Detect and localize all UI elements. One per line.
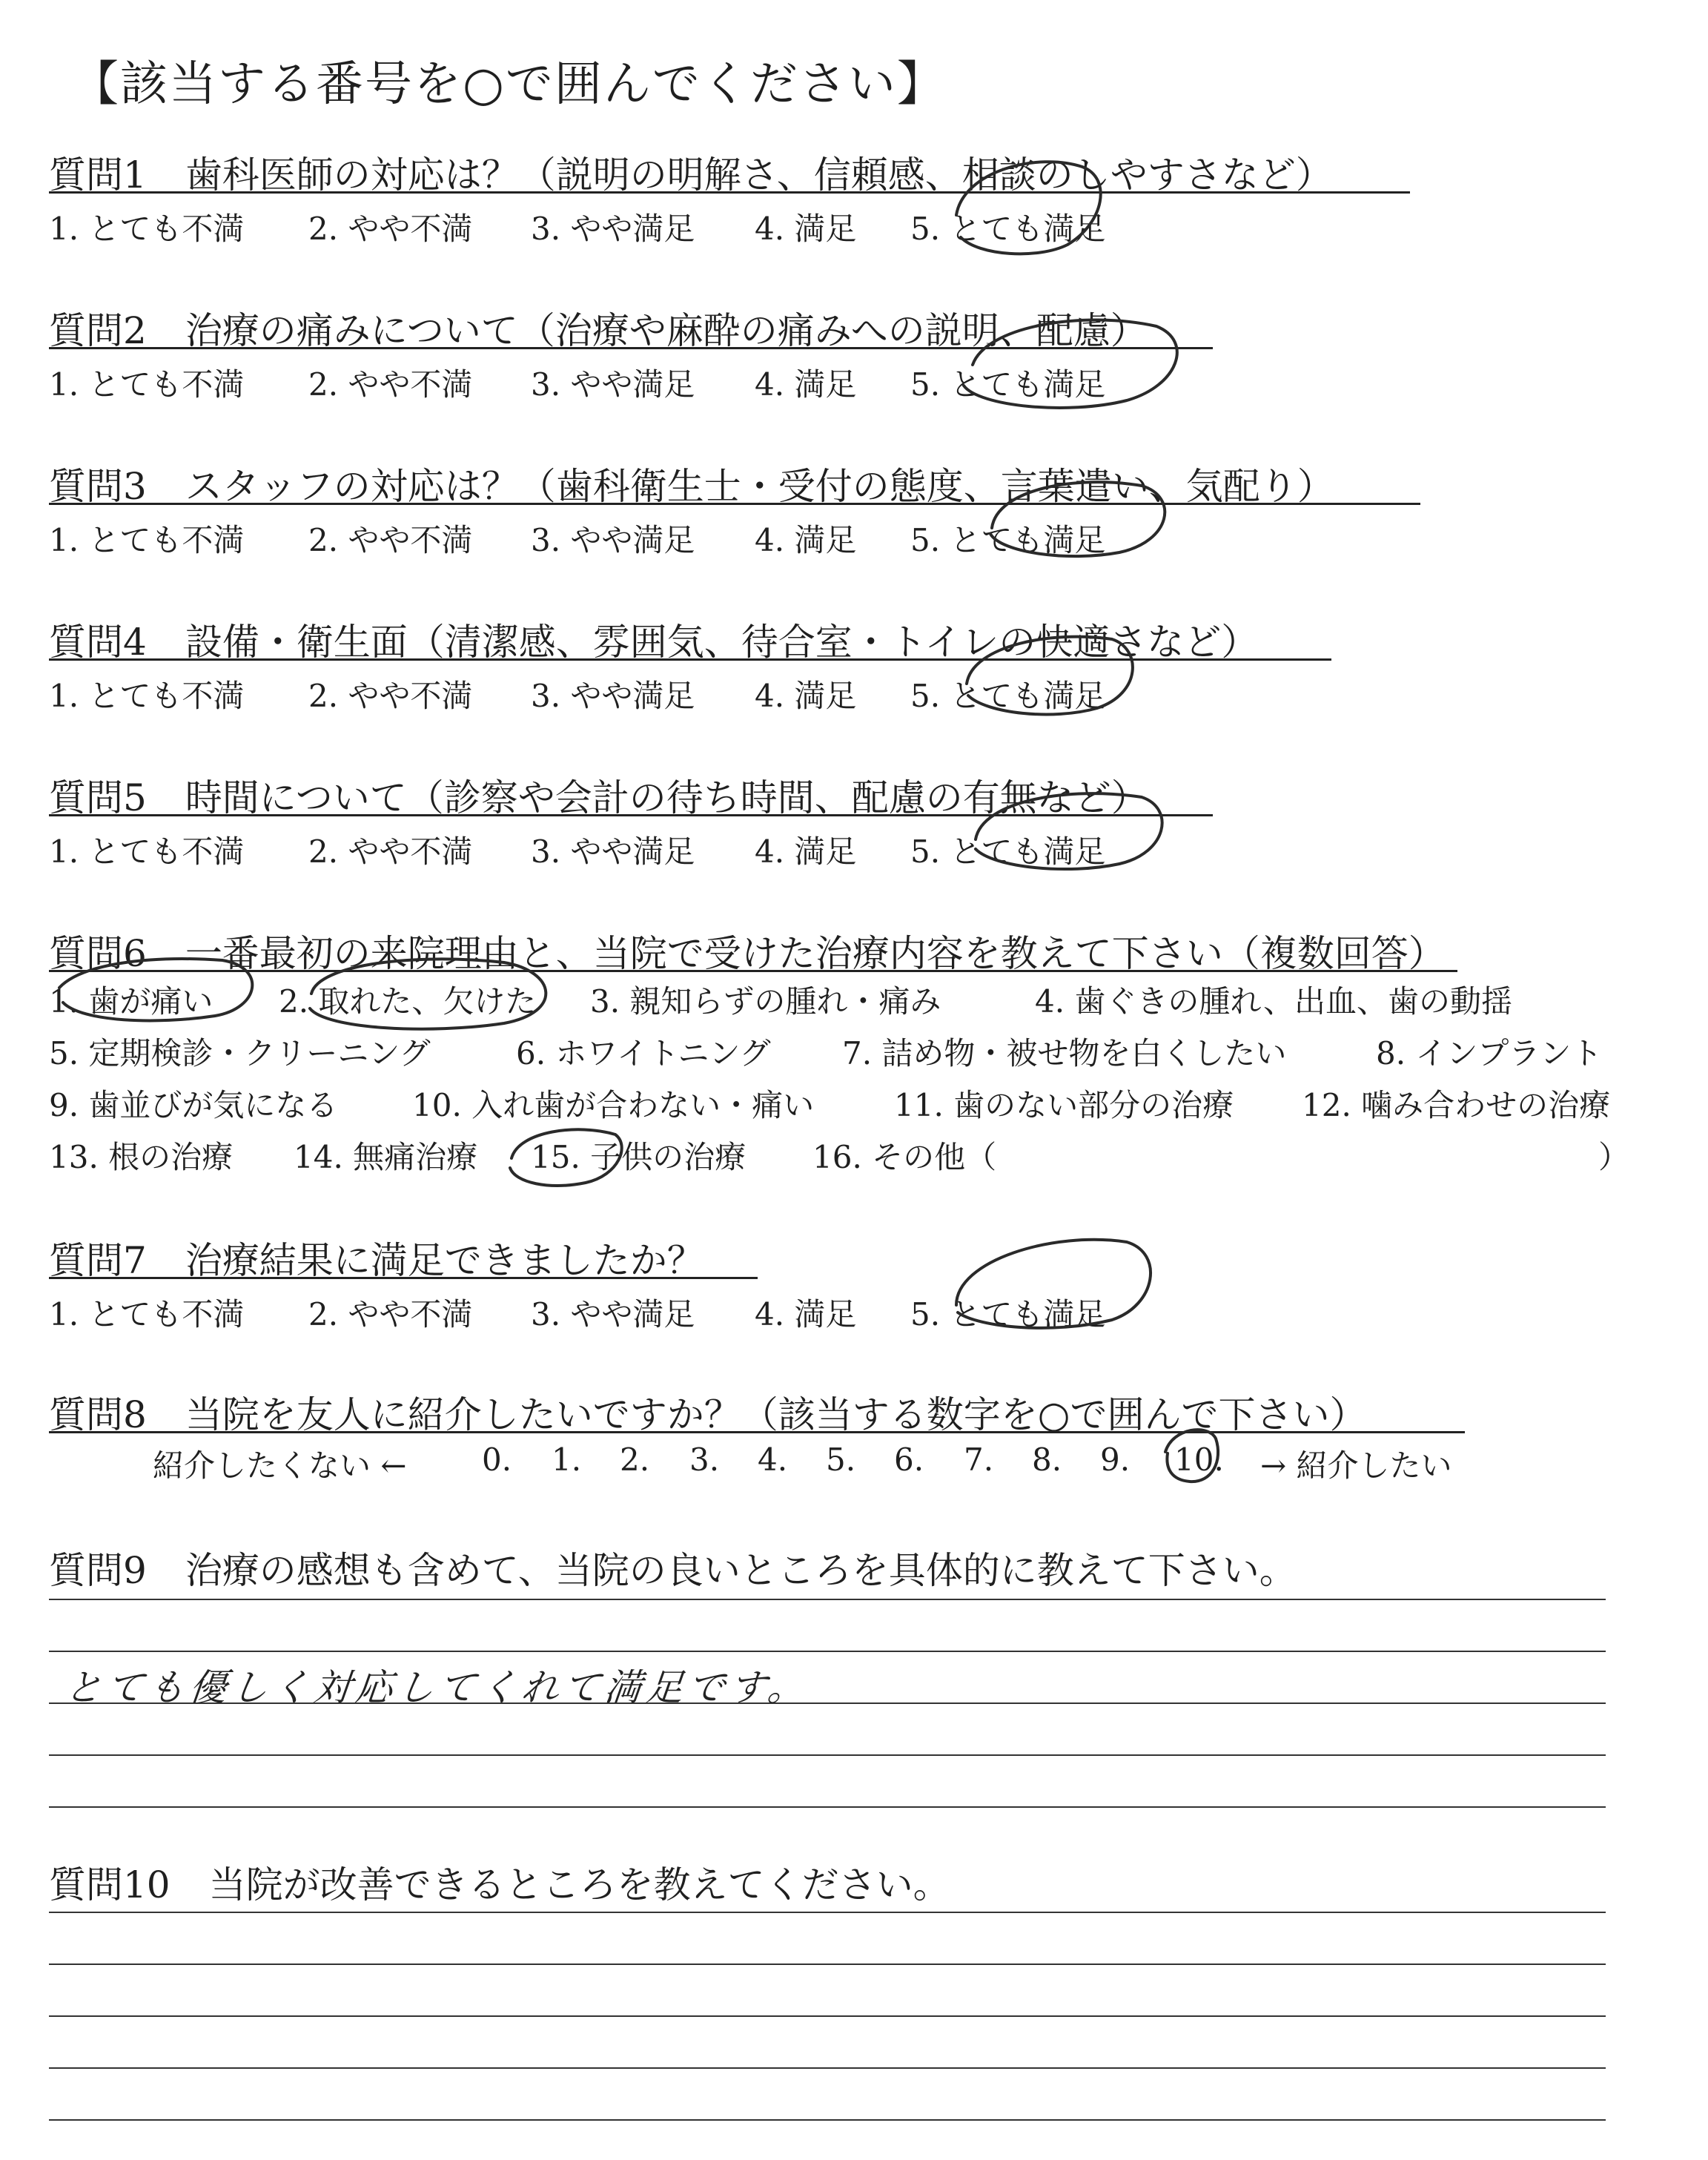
answer-line — [49, 1599, 1606, 1600]
answer-line — [49, 1651, 1606, 1652]
option-2[interactable]: 2. やや不満 — [308, 833, 473, 870]
option-2[interactable]: 2. やや不満 — [308, 211, 473, 247]
answer-line — [49, 2015, 1606, 2017]
reason-options — [0, 977, 1708, 1192]
reason-option[interactable]: 2. 取れた、欠けた — [279, 983, 537, 1020]
rating-options-q5 — [0, 828, 1708, 872]
divider — [49, 347, 1213, 349]
option-1[interactable]: 1. とても不満 — [49, 833, 245, 870]
reason-option[interactable]: 4. 歯ぐきの腫れ、出血、歯の動揺 — [1035, 983, 1512, 1020]
reason-option[interactable]: 8. インプラント — [1376, 1035, 1603, 1071]
option-1[interactable]: 1. とても不満 — [49, 522, 245, 558]
option-4[interactable]: 4. 満足 — [755, 211, 857, 247]
option-4[interactable]: 4. 満足 — [755, 1296, 857, 1332]
option-4[interactable]: 4. 満足 — [755, 366, 857, 403]
option-5[interactable]: 5. とても満足 — [910, 1296, 1106, 1332]
scale-value[interactable]: 2. — [620, 1441, 650, 1478]
question-text: 治療の感想も含めて、当院の良いところを具体的に教えて下さい。 — [185, 1549, 1297, 1592]
scale-value[interactable]: 3. — [689, 1441, 720, 1478]
rating-options-q2 — [0, 360, 1708, 405]
scale-value[interactable]: 1. — [552, 1441, 582, 1478]
answer-line — [49, 1964, 1606, 1965]
question-text: 一番最初の来院理由と、当院で受けた治療内容を教えて下さい（複数回答） — [185, 932, 1446, 975]
divider — [49, 970, 1457, 972]
option-2[interactable]: 2. やや不満 — [308, 522, 473, 558]
option-5[interactable]: 5. とても満足 — [910, 678, 1106, 714]
reason-option[interactable]: 15. 子供の治療 — [531, 1139, 747, 1175]
option-5[interactable]: 5. とても満足 — [910, 522, 1106, 558]
question-text: 当院を友人に紹介したいですか？（該当する数字を○で囲んで下さい） — [185, 1393, 1367, 1436]
answer-line — [49, 2067, 1606, 2069]
divider — [49, 1277, 758, 1279]
answer-line — [49, 1806, 1606, 1808]
rating-options-q3 — [0, 516, 1708, 561]
option-4[interactable]: 4. 満足 — [755, 522, 857, 558]
scale-value[interactable]: 9. — [1100, 1441, 1131, 1478]
divider — [49, 658, 1331, 661]
rating-options-q1 — [0, 205, 1708, 249]
option-5[interactable]: 5. とても満足 — [910, 366, 1106, 403]
question-number: 質問10 — [49, 1863, 171, 1906]
option-1[interactable]: 1. とても不満 — [49, 366, 245, 403]
question-text: 歯科医師の対応は？（説明の明解さ、信頼感、相談のしやすさなど） — [185, 153, 1333, 196]
option-3[interactable]: 3. やや満足 — [531, 1296, 695, 1332]
rating-options-q7 — [0, 1290, 1708, 1335]
reason-option[interactable]: 3. 親知らずの腫れ・痛み — [590, 983, 941, 1020]
scale-right-label: → 紹介したい — [1260, 1447, 1452, 1484]
page-title: 【該当する番号を○で囲んでください】 — [71, 57, 946, 112]
option-2[interactable]: 2. やや不満 — [308, 678, 473, 714]
question-number: 質問3 — [49, 465, 147, 508]
question-number: 質問9 — [49, 1549, 147, 1592]
question-number: 質問2 — [49, 309, 147, 352]
other-close-paren: ） — [1598, 1139, 1630, 1175]
handwritten-answer-q9[interactable]: とても優しく対応してくれて満足です。 — [62, 1666, 812, 1709]
divider — [49, 503, 1420, 505]
scale-value[interactable]: 6. — [894, 1441, 924, 1478]
question-number: 質問7 — [49, 1239, 147, 1282]
option-4[interactable]: 4. 満足 — [755, 678, 857, 714]
reason-option[interactable]: 11. 歯のない部分の治療 — [894, 1087, 1234, 1123]
option-2[interactable]: 2. やや不満 — [308, 366, 473, 403]
reason-option[interactable]: 5. 定期検診・クリーニング — [49, 1035, 431, 1071]
scale-left-label: 紹介したくない ← — [153, 1447, 407, 1484]
question-text: 治療結果に満足できましたか？ — [185, 1239, 704, 1282]
divider — [49, 814, 1213, 816]
question-text: スタッフの対応は？（歯科衛生士・受付の態度、言葉遣い、気配り） — [185, 465, 1334, 508]
scale-value[interactable]: 0. — [482, 1441, 512, 1478]
option-1[interactable]: 1. とても不満 — [49, 1296, 245, 1332]
scale-value[interactable]: 10. — [1174, 1441, 1224, 1478]
question-number: 質問4 — [49, 621, 147, 664]
reason-option[interactable]: 9. 歯並びが気になる — [49, 1087, 338, 1123]
option-3[interactable]: 3. やや満足 — [531, 833, 695, 870]
reason-option[interactable]: 7. 詰め物・被せ物を白くしたい — [842, 1035, 1287, 1071]
option-3[interactable]: 3. やや満足 — [531, 211, 695, 247]
reason-option[interactable]: 13. 根の治療 — [49, 1139, 234, 1175]
option-3[interactable]: 3. やや満足 — [531, 678, 695, 714]
option-3[interactable]: 3. やや満足 — [531, 366, 695, 403]
option-5[interactable]: 5. とても満足 — [910, 833, 1106, 870]
answer-line — [49, 1912, 1606, 1913]
reason-option[interactable]: 12. 噛み合わせの治療 — [1302, 1087, 1611, 1123]
reason-option[interactable]: 14. 無痛治療 — [294, 1139, 478, 1175]
question-9 — [49, 1541, 1297, 1594]
scale-value[interactable]: 5. — [826, 1441, 856, 1478]
question-text: 当院が改善できるところを教えてください。 — [208, 1863, 950, 1906]
question-number: 質問5 — [49, 776, 147, 819]
question-text: 設備・衛生面（清潔感、雰囲気、待合室・トイレの快適さなど） — [185, 621, 1259, 664]
option-1[interactable]: 1. とても不満 — [49, 678, 245, 714]
scale-value[interactable]: 8. — [1032, 1441, 1062, 1478]
divider — [49, 191, 1410, 194]
reason-option[interactable]: 10. 入れ歯が合わない・痛い — [412, 1087, 815, 1123]
option-5[interactable]: 5. とても満足 — [910, 211, 1106, 247]
option-3[interactable]: 3. やや満足 — [531, 522, 695, 558]
recommend-scale — [0, 1441, 1708, 1486]
answer-line — [49, 1754, 1606, 1756]
rating-options-q4 — [0, 672, 1708, 716]
question-10 — [49, 1855, 950, 1909]
question-number: 質問1 — [49, 153, 147, 196]
scale-value[interactable]: 7. — [964, 1441, 994, 1478]
question-text: 時間について（診察や会計の待ち時間、配慮の有無など） — [185, 776, 1148, 819]
reason-option[interactable]: 6. ホワイトニング — [516, 1035, 771, 1071]
reason-option-other[interactable]: 16. その他（ — [812, 1139, 997, 1175]
option-2[interactable]: 2. やや不満 — [308, 1296, 473, 1332]
reason-option[interactable]: 1. 歯が痛い — [49, 983, 214, 1020]
question-number: 質問6 — [49, 932, 147, 975]
scale-value[interactable]: 4. — [758, 1441, 788, 1478]
option-4[interactable]: 4. 満足 — [755, 833, 857, 870]
question-text: 治療の痛みについて（治療や麻酔の痛みへの説明、配慮） — [185, 309, 1148, 352]
divider — [49, 1431, 1465, 1433]
answer-line — [49, 2119, 1606, 2121]
question-number: 質問8 — [49, 1393, 147, 1436]
option-1[interactable]: 1. とても不満 — [49, 211, 245, 247]
